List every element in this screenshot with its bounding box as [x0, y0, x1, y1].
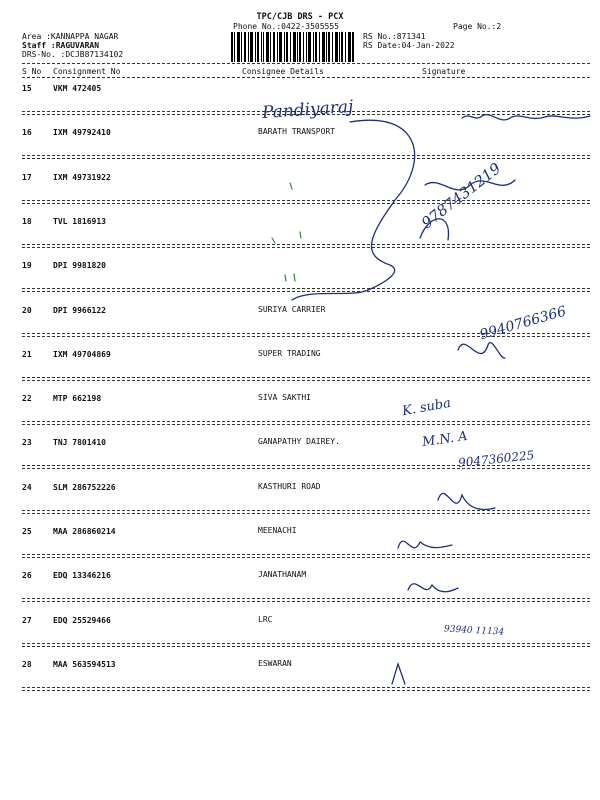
column-consignee: Consignee Details [242, 67, 324, 76]
row-sno: 23 [22, 438, 32, 448]
row-sno: 16 [22, 128, 32, 138]
row-sno: 15 [22, 84, 32, 93]
handwritten-phone-3: 9047360225 [457, 448, 535, 470]
row-consignment-no: SLM 286752226 [53, 482, 116, 492]
signature-mark-row28 [392, 664, 405, 684]
row-consignee: GANAPATHY DAIREY. [258, 437, 340, 447]
row-consignee: JANATHANAM [258, 570, 307, 580]
row-consignment-no: TNJ 7801410 [53, 438, 106, 448]
row-sno: 20 [22, 305, 32, 315]
row-consignee: SIVA SAKTHI [258, 393, 311, 403]
row-consignment-no: VKM 472405 [53, 84, 102, 93]
row-sno: 18 [22, 216, 32, 226]
rs-number: RS No.:871341 [363, 32, 426, 41]
staff-label: Staff :RAGUVARAN [22, 41, 100, 50]
row-consignment-no: TVL 1816913 [53, 216, 106, 226]
row-consignee: SUPER TRADING [258, 348, 321, 358]
signature-initials: M.N. A [421, 428, 469, 451]
phone-number: Phone No.:0422-3505555 [233, 22, 339, 31]
row-consignment-no: IXM 49731922 [53, 172, 111, 182]
row-sno: 28 [22, 659, 32, 669]
row-sno: 26 [22, 571, 32, 581]
row-consignee: MEENACHI [258, 526, 297, 535]
row-consignee: BARATH TRANSPORT [258, 127, 336, 137]
green-mark-1 [290, 183, 292, 189]
pen-scribble-row16 [292, 120, 415, 300]
column-consignment: Consignment No [53, 67, 121, 76]
signature-scrawl-row24 [438, 493, 495, 509]
row-sno: 17 [22, 172, 32, 182]
row-sno: 21 [22, 349, 32, 359]
row-consignment-no: MAA 286860214 [53, 527, 116, 536]
green-mark-2 [272, 232, 301, 243]
row-consignment-no: IXM 49704869 [53, 349, 111, 359]
row-consignment-no: DPI 9966122 [53, 305, 106, 315]
row-consignment-no: EDQ 13346216 [53, 571, 111, 581]
row-consignment-no: MTP 662198 [53, 394, 102, 404]
handwritten-phone-partial: 93940 11134 [443, 624, 505, 638]
area-label: Area :KANNAPPA NAGAR [22, 32, 119, 41]
row-sno: 19 [22, 261, 32, 271]
row-consignment-no: EDQ 25529466 [53, 615, 111, 625]
signature-scrawl-row25 [398, 541, 452, 548]
row-consignment-no: IXM 49792410 [53, 128, 111, 138]
handwritten-phone-1: 9787431219 [418, 159, 505, 233]
row-consignee: SURIYA CARRIER [258, 304, 326, 314]
row-sno: 25 [22, 527, 32, 536]
green-mark-3 [285, 274, 295, 281]
page-number: Page No.:2 [453, 22, 502, 31]
row-sno: 22 [22, 394, 32, 404]
row-sno: 27 [22, 615, 32, 625]
signature-scrawl-row26 [408, 584, 458, 592]
column-signature: Signature [422, 67, 466, 76]
signature-scrawl-row21 [458, 343, 505, 358]
row-consignee: ESWARAN [258, 658, 292, 668]
document-title: TPC/CJB DRS - PCX [256, 12, 344, 22]
rs-date: RS Date:04-Jan-2022 [363, 41, 455, 50]
row-consignment-no: DPI 9981820 [53, 261, 106, 271]
signature-ksuba: K. suba [401, 395, 453, 420]
row-consignee: KASTHURI ROAD [258, 481, 321, 491]
row-consignee: LRC [258, 614, 273, 624]
row-consignment-no: MAA 563594513 [53, 659, 116, 669]
row-sno: 24 [22, 482, 32, 492]
drs-number: DRS-No. :DCJB87134102 [22, 50, 124, 59]
handwritten-phone-2: 9940766366 [478, 303, 569, 344]
signature-scrawl-row15 [462, 115, 590, 120]
signature-pandiyaraj: Pandiyaraj [261, 96, 354, 124]
column-sno: S No [22, 67, 42, 76]
